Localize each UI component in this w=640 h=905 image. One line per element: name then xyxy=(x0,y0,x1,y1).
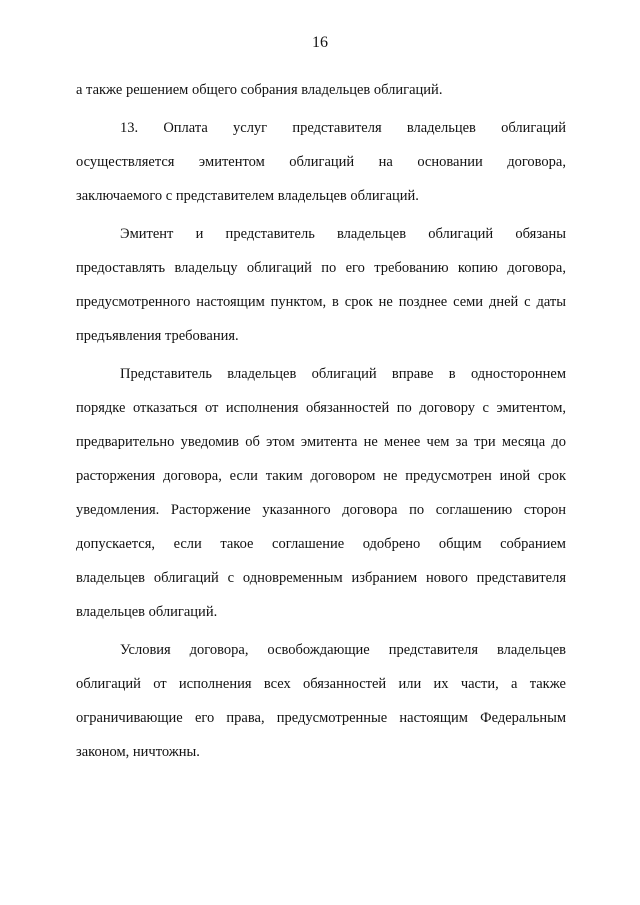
text-line: уведомления. Расторжение указанного договора по соглашению сторон xyxy=(76,502,566,518)
paragraph-item-13 xyxy=(76,111,566,213)
text-line: владельцев облигаций с одновременным избранием нового представителя xyxy=(76,570,566,586)
text-line: Условия договора, освобождающие представителя владельцев xyxy=(120,642,566,658)
text-line: а также решением общего собрания владельцев облигаций. xyxy=(76,82,443,98)
text-line: порядке отказаться от исполнения обязанностей по договору с эмитентом, xyxy=(76,400,566,416)
text-line: предусмотренного настоящим пунктом, в срок не позднее семи дней с даты xyxy=(76,294,566,310)
text-line: расторжения договора, если таким договором не предусмотрен иной срок xyxy=(76,468,566,484)
paragraph-unilateral-refusal xyxy=(76,357,566,629)
page-number: 16 xyxy=(312,34,328,51)
text-line: 13. Оплата услуг представителя владельцев облигаций xyxy=(120,120,566,136)
text-line: допускается, если такое соглашение одобрено общим собранием xyxy=(76,536,566,552)
text-line: законом, ничтожны. xyxy=(76,744,200,760)
paragraph-void-conditions xyxy=(76,633,566,769)
text-line: Представитель владельцев облигаций вправе в одностороннем xyxy=(120,366,566,382)
paragraph-issuer-obligations xyxy=(76,217,566,353)
paragraph-continuation xyxy=(76,73,566,107)
text-line: заключаемого с представителем владельцев облигаций. xyxy=(76,188,419,204)
text-line: осуществляется эмитентом облигаций на основании договора, xyxy=(76,154,566,170)
text-line: предоставлять владельцу облигаций по его требованию копию договора, xyxy=(76,260,566,276)
text-line: Эмитент и представитель владельцев облигаций обязаны xyxy=(120,226,566,242)
text-line: ограничивающие его права, предусмотренные настоящим Федеральным xyxy=(76,710,566,726)
document-body xyxy=(76,73,566,769)
text-line: предъявления требования. xyxy=(76,328,239,344)
text-line: владельцев облигаций. xyxy=(76,604,218,620)
text-line: облигаций от исполнения всех обязанностей или их части, а также xyxy=(76,676,566,692)
text-line: предварительно уведомив об этом эмитента не менее чем за три месяца до xyxy=(76,434,566,450)
